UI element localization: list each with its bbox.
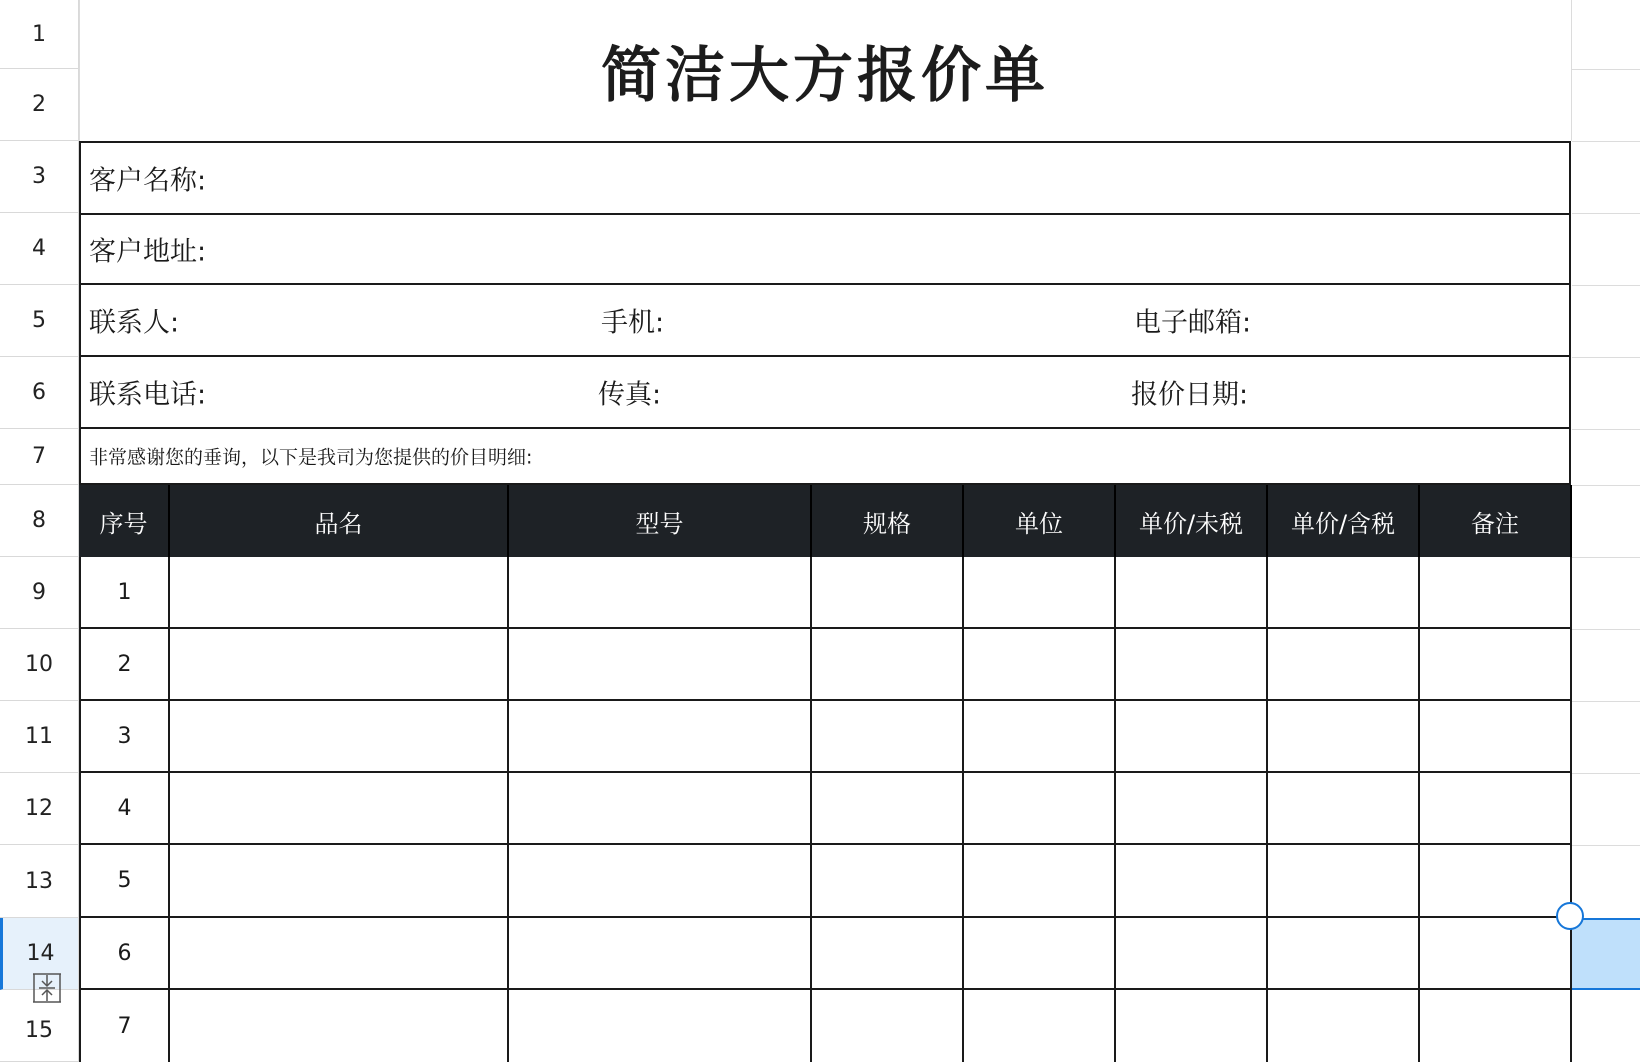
customer-address-row: [79, 215, 1571, 285]
column-header-product-name[interactable]: 品名: [170, 485, 509, 557]
customer-name-label[interactable]: 客户名称:: [89, 165, 207, 197]
table-cell[interactable]: [509, 990, 812, 1062]
row-header-15[interactable]: 15: [0, 990, 79, 1062]
fax-label[interactable]: 传真:: [598, 379, 662, 411]
table-cell[interactable]: [170, 701, 509, 773]
table-cell[interactable]: [812, 773, 964, 845]
grid-line: [1572, 429, 1640, 430]
column-header-price-excl-tax[interactable]: 单价/未税: [1116, 485, 1268, 557]
table-cell[interactable]: [170, 629, 509, 701]
grid-line: [1572, 141, 1640, 142]
table-cell[interactable]: [509, 773, 812, 845]
contact-label[interactable]: 联系人:: [89, 307, 180, 339]
row-header-7[interactable]: 7: [0, 429, 79, 485]
table-cell[interactable]: [509, 845, 812, 918]
table-cell[interactable]: [1420, 845, 1572, 918]
table-cell[interactable]: [812, 918, 964, 990]
table-cell[interactable]: [170, 773, 509, 845]
row-header-3[interactable]: 3: [0, 141, 79, 213]
table-cell[interactable]: [1116, 557, 1268, 629]
table-cell[interactable]: [812, 629, 964, 701]
table-cell[interactable]: [509, 557, 812, 629]
table-cell[interactable]: [1420, 918, 1572, 990]
table-cell[interactable]: [1116, 629, 1268, 701]
row-header-4[interactable]: 4: [0, 213, 79, 285]
table-cell[interactable]: [964, 845, 1116, 918]
table-cell[interactable]: [170, 557, 509, 629]
column-header-serial[interactable]: 序号: [79, 485, 170, 557]
row-header-14[interactable]: 14: [0, 918, 79, 990]
table-cell[interactable]: [964, 918, 1116, 990]
row-header-10[interactable]: 10: [0, 629, 79, 701]
column-header-model[interactable]: 型号: [509, 485, 812, 557]
selected-cell-range[interactable]: [1572, 918, 1640, 990]
table-cell[interactable]: [1420, 990, 1572, 1062]
row-header-6[interactable]: 6: [0, 357, 79, 429]
grid-line: [1572, 629, 1640, 630]
selection-handle[interactable]: [1556, 902, 1584, 930]
grid-line: [1572, 357, 1640, 358]
serial-cell[interactable]: 3: [79, 701, 170, 773]
table-cell[interactable]: [1268, 773, 1420, 845]
table-cell[interactable]: [964, 773, 1116, 845]
table-cell[interactable]: [812, 701, 964, 773]
grid-line: [1572, 485, 1640, 486]
table-cell[interactable]: [1268, 845, 1420, 918]
row-header-8[interactable]: 8: [0, 485, 79, 557]
table-cell[interactable]: [1268, 557, 1420, 629]
row-header-9[interactable]: 9: [0, 557, 79, 629]
table-cell[interactable]: [170, 845, 509, 918]
quote-date-label[interactable]: 报价日期:: [1131, 379, 1249, 411]
info-block-frame: [79, 141, 1571, 215]
table-cell[interactable]: [1420, 701, 1572, 773]
grid-line: [1572, 69, 1640, 70]
table-cell[interactable]: [812, 990, 964, 1062]
table-cell[interactable]: [1268, 990, 1420, 1062]
table-cell[interactable]: [509, 701, 812, 773]
contact-row: [79, 285, 1571, 357]
table-cell[interactable]: [170, 990, 509, 1062]
grid-line: [1572, 213, 1640, 214]
row-header-5[interactable]: 5: [0, 285, 79, 357]
serial-cell[interactable]: 7: [79, 990, 170, 1062]
customer-address-label[interactable]: 客户地址:: [89, 236, 207, 268]
column-header-price-incl-tax[interactable]: 单价/含税: [1268, 485, 1420, 557]
table-cell[interactable]: [1420, 773, 1572, 845]
table-cell[interactable]: [509, 629, 812, 701]
table-cell[interactable]: [170, 918, 509, 990]
table-cell[interactable]: [1116, 918, 1268, 990]
table-cell[interactable]: [812, 557, 964, 629]
column-header-spec[interactable]: 规格: [812, 485, 964, 557]
table-cell[interactable]: [1116, 845, 1268, 918]
row-header-11[interactable]: 11: [0, 701, 79, 773]
sheet-title[interactable]: 简洁大方报价单: [601, 40, 1049, 111]
serial-cell[interactable]: 1: [79, 557, 170, 629]
table-cell[interactable]: [1420, 557, 1572, 629]
table-cell[interactable]: [1116, 701, 1268, 773]
table-cell[interactable]: [1268, 918, 1420, 990]
table-cell[interactable]: [812, 845, 964, 918]
grid-line: [1572, 845, 1640, 846]
grid-line: [1571, 0, 1572, 141]
table-cell[interactable]: [964, 990, 1116, 1062]
grid-line: [1572, 557, 1640, 558]
mobile-label[interactable]: 手机:: [601, 307, 665, 339]
email-label[interactable]: 电子邮箱:: [1134, 307, 1252, 339]
row-header-2[interactable]: 2: [0, 69, 79, 141]
column-header-remark[interactable]: 备注: [1420, 485, 1572, 557]
row-resize-icon[interactable]: [31, 972, 63, 1004]
column-header-unit[interactable]: 单位: [964, 485, 1116, 557]
serial-cell[interactable]: 2: [79, 629, 170, 701]
thanks-note[interactable]: 非常感谢您的垂询，以下是我司为您提供的价目明细:: [89, 446, 533, 469]
serial-cell[interactable]: 5: [79, 845, 170, 918]
row-header-12[interactable]: 12: [0, 773, 79, 845]
table-cell[interactable]: [964, 701, 1116, 773]
phone-row: [79, 357, 1571, 429]
table-cell[interactable]: [1420, 629, 1572, 701]
table-cell[interactable]: [1116, 773, 1268, 845]
table-cell[interactable]: [964, 557, 1116, 629]
serial-cell[interactable]: 4: [79, 773, 170, 845]
table-cell[interactable]: [1268, 629, 1420, 701]
phone-label[interactable]: 联系电话:: [89, 379, 207, 411]
grid-line: [1572, 773, 1640, 774]
table-cell[interactable]: [964, 629, 1116, 701]
table-cell[interactable]: [509, 918, 812, 990]
grid-line: [1572, 285, 1640, 286]
row-header-13[interactable]: 13: [0, 845, 79, 918]
serial-cell[interactable]: 6: [79, 918, 170, 990]
row-header-1[interactable]: 1: [0, 0, 79, 69]
table-cell[interactable]: [1116, 990, 1268, 1062]
grid-line: [1572, 701, 1640, 702]
table-cell[interactable]: [1268, 701, 1420, 773]
thanks-row: [79, 429, 1571, 485]
